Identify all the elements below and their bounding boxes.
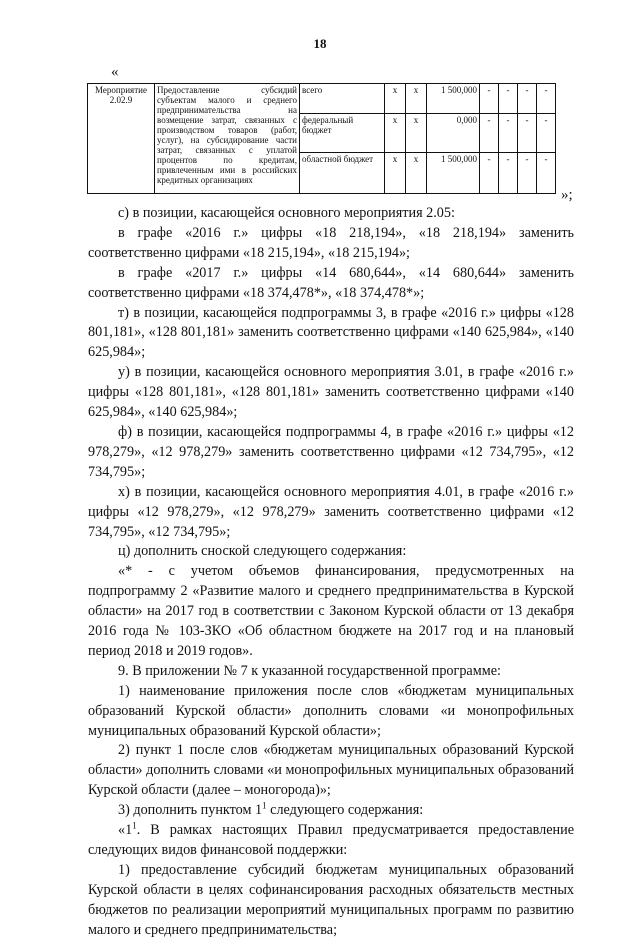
table-cell: - (518, 153, 537, 194)
footnote-paragraph: «* - с учетом объемов финансирования, предусмотренных на подпрограмму 2 «Развитие малого и среднего предпринимательства в Курской области» на 2017 год в соответствии с Законом Курской области от 13 декабря 2016 года № 103-ЗКО «Об областном бюджете на 2017 год и на плановый период 2018 и 2019 годов». (88, 563, 574, 659)
table-cell: - (480, 114, 499, 153)
table-cell: - (518, 114, 537, 153)
table-cell: х (406, 114, 427, 153)
table-cell: х (406, 153, 427, 194)
paragraph: 1) наименование приложения после слов «бюджетам муниципальных образований Курской области» дополнить словами «и монопрофильных муниципальных образований Курской области»; (88, 682, 574, 739)
paragraph: ф) в позиции, касающейся подпрограммы 4, в графе «2016 г.» цифры «12 978,279», «12 978,279» заменить соответственно цифрами «12 734,795», «12 734,795»; (88, 423, 574, 480)
funding-source-cell: федеральный бюджет (300, 114, 385, 153)
paragraph-text: . В рамках настоящих Правил предусматривается предоставление следующих видов финансовой поддержки: (88, 822, 574, 858)
table-cell: - (499, 153, 518, 194)
paragraph-text: следующего содержания: (266, 802, 424, 819)
paragraph: х) в позиции, касающейся основного мероприятия 4.01, в графе «2016 г.» цифры «12 978,279», «12 978,279» заменить соответственно цифрами «12 734,795», «12 734,795»; (88, 483, 574, 540)
page-number: 18 (313, 36, 327, 51)
superscript: 1 (132, 820, 137, 831)
superscript: 1 (262, 800, 267, 811)
table-cell: х (385, 153, 406, 194)
table-cell: х (385, 114, 406, 153)
funding-source-cell: всего (300, 84, 385, 114)
table-cell: - (499, 114, 518, 153)
amount-cell: 1 500,000 (427, 153, 480, 194)
paragraph: в графе «2017 г.» цифры «14 680,644», «14 680,644» заменить соответственно цифрами «18 374,478*», «18 374,478*»; (88, 264, 574, 301)
table-cell: - (480, 153, 499, 194)
table-cell: - (518, 84, 537, 114)
paragraph (88, 801, 574, 821)
table-cell: - (499, 84, 518, 114)
table-cell: х (385, 84, 406, 114)
paragraph: 1) предоставление субсидий бюджетам муниципальных образований Курской области в целях софинансирования расходных обязательств местных бюджетов по реализации мероприятий муниципальных программ по развитию малого и среднего предпринимательства; (88, 861, 574, 938)
table-cell: х (406, 84, 427, 114)
paragraph: 9. В приложении № 7 к указанной государственной программе: (118, 662, 501, 679)
paragraph: у) в позиции, касающейся основного мероприятия 3.01, в графе «2016 г.» цифры «128 801,181», «128 801,181» заменить соответственно цифрами «140 625,984», «140 625,984»; (88, 364, 574, 421)
table-cell: - (480, 84, 499, 114)
paragraph: ц) дополнить сноской следующего содержания: (118, 543, 407, 560)
funding-table (87, 83, 556, 194)
paragraph: 2) пункт 1 после слов «бюджетам муниципальных образований Курской области» дополнить словами «и монопрофильных муниципальных образований Курской области (далее – моногорода)»; (88, 742, 574, 799)
opening-quote: « (111, 64, 119, 80)
table-cell: - (537, 153, 556, 194)
paragraph: в графе «2016 г.» цифры «18 218,194», «18 218,194» заменить соответственно цифрами «18 215,194», «18 215,194»; (88, 224, 574, 261)
paragraph: т) в позиции, касающейся подпрограммы 3, в графе «2016 г.» цифры «128 801,181», «128 801,181» заменить соответственно цифрами «140 625,984», «140 625,984»; (88, 304, 574, 361)
paragraph (88, 821, 574, 861)
event-description-cell: Предоставление субсидий субъектам малого и среднего предпринимательства на возмещение затрат, связанных с производством товаров (работ, услуг), на субсидирование части затрат, связанных с уплатой процентов по кредитам, привлеченным ими в российских кредитных организациях (155, 84, 300, 194)
table-cell: - (537, 84, 556, 114)
paragraph-text: «1 (118, 822, 133, 839)
table-row (88, 84, 556, 114)
document-body (88, 204, 574, 941)
table-cell: - (537, 114, 556, 153)
paragraph: с) в позиции, касающейся основного мероприятия 2.05: (118, 205, 455, 221)
amount-cell: 1 500,000 (427, 84, 480, 114)
event-code-cell: Мероприятие 2.02.9 (88, 84, 155, 194)
closing-quote: »; (561, 187, 573, 203)
funding-source-cell: областной бюджет (300, 153, 385, 194)
amount-cell: 0,000 (427, 114, 480, 153)
paragraph-text: 3) дополнить пунктом 1 (118, 802, 263, 819)
